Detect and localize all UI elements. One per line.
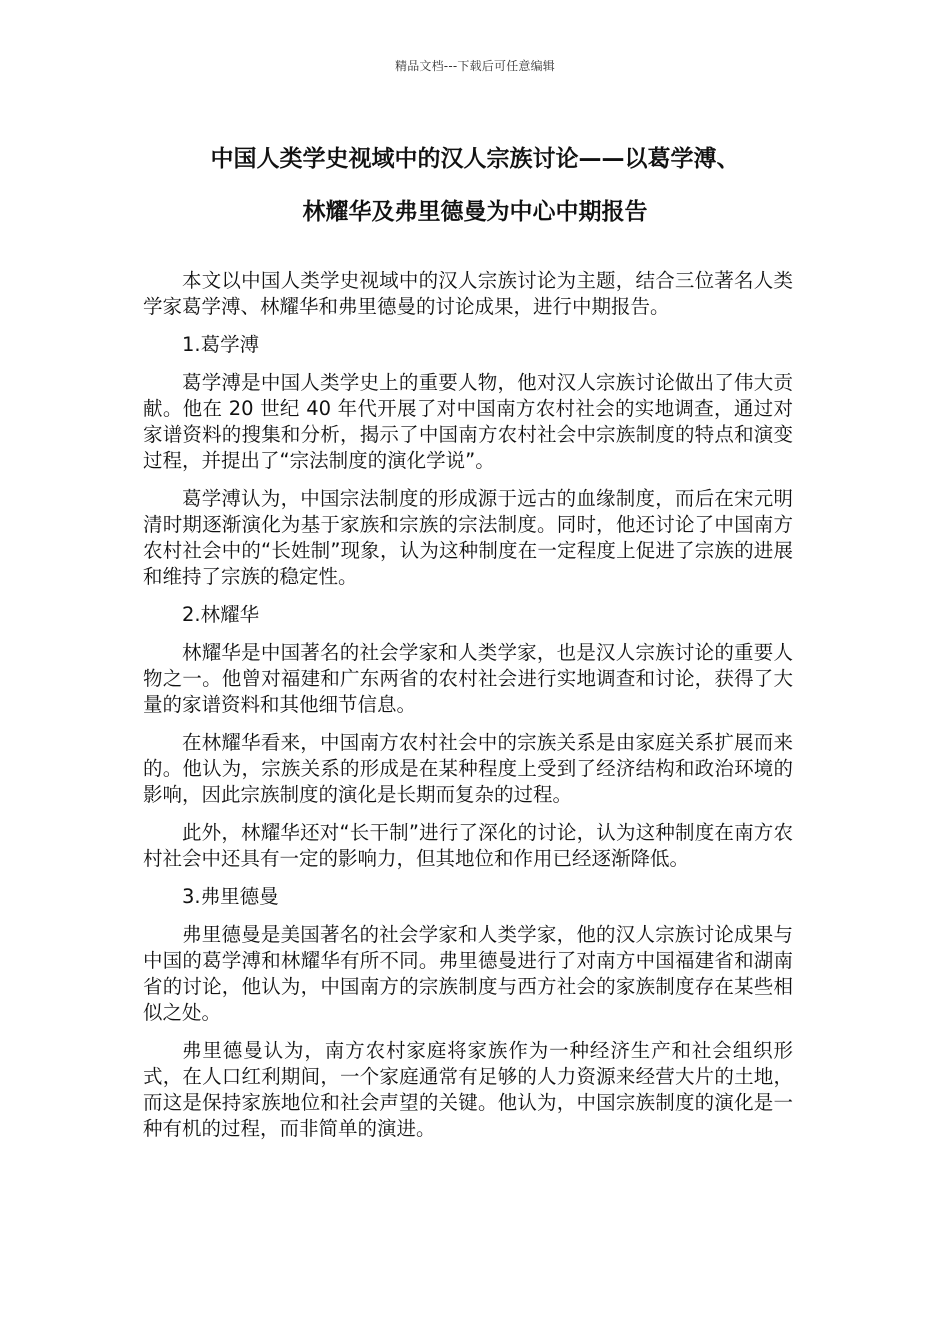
intro-paragraph: 本文以中国人类学史视域中的汉人宗族讨论为主题，结合三位著名人类学家葛学溥、林耀华和弗里德曼的讨论成果，进行中期报告。 xyxy=(143,269,793,318)
section-freedman-paragraph-1: 弗里德曼是美国著名的社会学家和人类学家，他的汉人宗族讨论成果与中国的葛学溥和林耀华有所不同。弗里德曼进行了对南方中国福建省和湖南省的讨论，他认为，中国南方的宗族制度与西方社会的家族制度存在某些相似之处。 xyxy=(143,923,793,1024)
section-lin-paragraph-2: 在林耀华看来，中国南方农村社会中的宗族关系是由家庭关系扩展而来的。他认为，宗族关系的形成是在某种程度上受到了经济结构和政治环境的影响，因此宗族制度的演化是长期而复杂的过程。 xyxy=(143,731,793,806)
title-line-2: 林耀华及弗里德曼为中心中期报告 xyxy=(302,199,648,225)
section-ge-paragraph-2: 葛学溥认为，中国宗法制度的形成源于远古的血缘制度，而后在宋元明清时期逐渐演化为基于家族和宗族的宗法制度。同时，他还讨论了中国南方农村社会中的“长姓制”现象，认为这种制度在一定程度上促进了宗族的进展和维持了宗族的稳定性。 xyxy=(143,487,793,588)
document-title xyxy=(130,133,820,239)
section-heading-ge: 1.葛学溥 xyxy=(182,333,260,356)
section-ge-paragraph-1: 葛学溥是中国人类学史上的重要人物，他对汉人宗族讨论做出了伟大贡献。他在 20 世纪 40 年代开展了对中国南方农村社会的实地调查，通过对家谱资料的搜集和分析，揭示了中国南方农村社会中宗族制度的特点和演变过程，并提出了“宗法制度的演化学说”。 xyxy=(143,371,793,472)
page-header-note: 精品文档---下载后可任意编辑 xyxy=(395,59,555,73)
section-heading-lin: 2.林耀华 xyxy=(182,603,260,626)
section-lin-paragraph-3: 此外，林耀华还对“长干制”进行了深化的讨论，认为这种制度在南方农村社会中还具有一定的影响力，但其地位和作用已经逐渐降低。 xyxy=(143,821,793,870)
section-heading-freedman: 3.弗里德曼 xyxy=(182,885,279,908)
document-body xyxy=(143,268,793,1154)
title-line-1: 中国人类学史视域中的汉人宗族讨论——以葛学溥、 xyxy=(210,146,740,172)
section-lin-paragraph-1: 林耀华是中国著名的社会学家和人类学家，也是汉人宗族讨论的重要人物之一。他曾对福建和广东两省的农村社会进行实地调查和讨论，获得了大量的家谱资料和其他细节信息。 xyxy=(143,641,793,716)
section-freedman-paragraph-2: 弗里德曼认为，南方农村家庭将家族作为一种经济生产和社会组织形式，在人口红利期间，一个家庭通常有足够的人力资源来经营大片的土地，而这是保持家族地位和社会声望的关键。他认为，中国宗族制度的演化是一种有机的过程，而非简单的演进。 xyxy=(143,1039,793,1140)
